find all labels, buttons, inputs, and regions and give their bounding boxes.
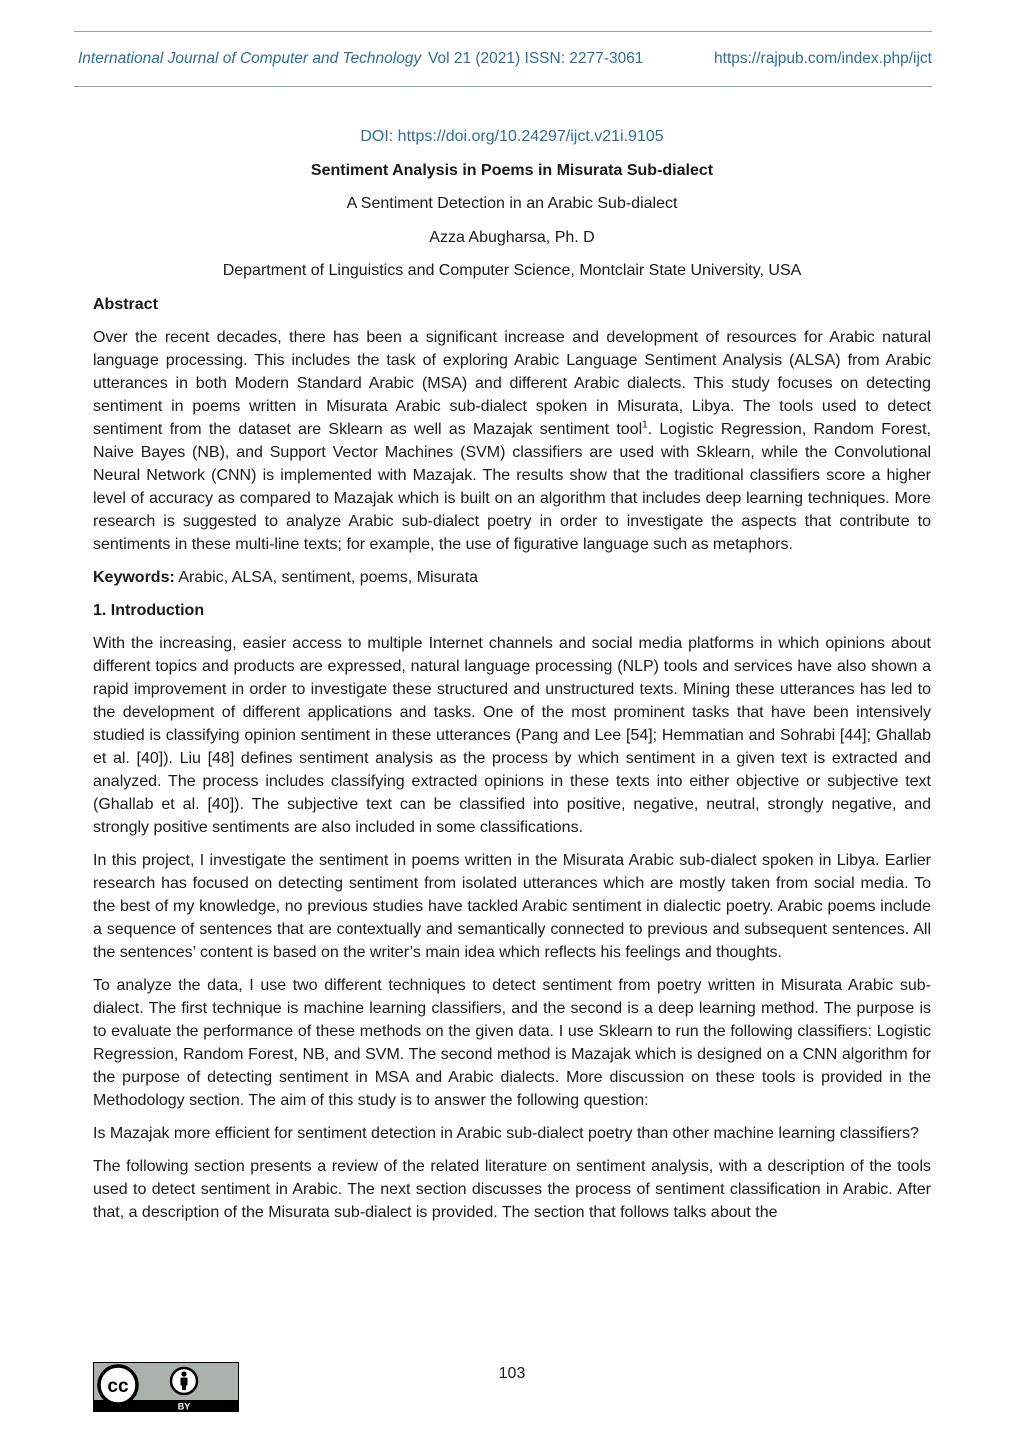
by-label: BY [177,1401,191,1412]
abstract-heading: Abstract [93,296,158,313]
page-number: 103 [498,1365,526,1382]
abstract-paragraph [93,326,931,556]
abstract-text-part2: . Logistic Regression, Random Forest, Naive Bayes (NB), and Support Vector Machines (SVM) classifiers are used with Sklearn, while the Convolutional Neural Network (CNN) is implemented with Mazajak. The results show that the traditional classifiers score a higher level of accuracy as compared to Mazajak which is built on an algorithm that includes deep learning techniques. More research is suggested to analyze Arabic sub-dialect poetry in order to investigate the aspects that contribute to sentiments in these multi-line texts; for example, the use of figurative language such as metaphors. [93,421,931,553]
cc-logo-text: cc [107,1376,129,1397]
header-bottom-rule [74,86,932,87]
intro-paragraph-3: To analyze the data, I use two different techniques to detect sentiment from poetry written in Misurata Arabic sub-dialect. The first technique is machine learning classifiers, and the second is a deep learning method. The purpose is to evaluate the performance of these methods on the given data. I use Sklearn to run the following classifiers: Logistic Regression, Random Forest, NB, and SVM. The second method is Mazajak which is designed on a CNN algorithm for the purpose of detecting sentiment in MSA and Arabic dialects. More discussion on these tools is provided in the Methodology section. The aim of this study is to answer the following question: [93,977,931,1109]
journal-url-link[interactable]: https://rajpub.com/index.php/ijct [714,50,932,67]
paper-title: Sentiment Analysis in Poems in Misurata Sub-dialect [310,162,714,179]
running-header [78,50,932,72]
keywords-text: Arabic, ALSA, sentiment, poems, Misurata [174,569,479,586]
paper-subtitle: A Sentiment Detection in an Arabic Sub-dialect [346,195,678,212]
journal-name: International Journal of Computer and Technology [78,50,422,67]
main-content [93,293,931,1234]
abstract-text-part1: Over the recent decades, there has been a significant increase and development of resources for Arabic natural language processing. This includes the task of exploring Arabic Language Sentiment Analysis (ALSA) from Arabic utterances in both Modern Standard Arabic (MSA) and different Arabic dialects. This study focuses on detecting sentiment in poems written in Misurata Arabic sub-dialect spoken in Misurata, Libya. The tools used to detect sentiment from the dataset are Sklearn as well as Mazajak sentiment tool [93,329,931,438]
footnote-marker[interactable]: 1 [642,419,648,431]
volume-issn: Vol 21 (2021) ISSN: 2277-3061 [428,50,644,67]
doi-link[interactable]: DOI: https://doi.org/10.24297/ijct.v21i.9105 [360,128,664,145]
keywords-line [93,566,931,589]
research-question: Is Mazajak more efficient for sentiment detection in Arabic sub-dialect poetry than other machine learning classifiers? [93,1125,919,1142]
author-affiliation: Department of Linguistics and Computer Science, Montclair State University, USA [222,262,802,279]
header-top-rule [74,31,932,32]
author-name: Azza Abugharsa, Ph. D [429,229,595,246]
keywords-label: Keywords: [93,569,175,586]
introduction-heading: 1. Introduction [93,602,205,619]
intro-paragraph-2: In this project, I investigate the sentiment in poems written in the Misurata Arabic sub-dialect spoken in Libya. Earlier research has focused on detecting sentiment from isolated utterances which are mostly taken from social media. To the best of my knowledge, no previous studies have tackled Arabic sentiment in dialectic poetry. Arabic poems include a sequence of sentences that are contextually and semantically connected to previous and subsequent sentences. All the sentences’ content is based on the writer’s main idea which reflects his feelings and thoughts. [93,852,931,961]
intro-paragraph-1: With the increasing, easier access to multiple Internet channels and social media platforms in which opinions about different topics and products are expressed, natural language processing (NLP) tools and services have also shown a rapid improvement in order to investigate these structured and unstructured texts. Mining these utterances has led to the development of different applications and tasks. One of the most prominent tasks that have been intensively studied is classifying opinion sentiment in these utterances (Pang and Lee [54]; Hemmatian and Sohrabi [44]; Ghallab et al. [40]). Liu [48] defines sentiment analysis as the process by which sentiment in a given text is extracted and analyzed. The process includes classifying extracted opinions in these texts into either objective or subjective text (Ghallab et al. [40]). The subjective text can be classified into positive, negative, neutral, strongly negative, and strongly positive sentiments are also included in some classifications. [93,635,931,836]
intro-paragraph-5: The following section presents a review of the related literature on sentiment analysis, with a description of the tools used to detect sentiment in Arabic. The next section discusses the process of sentiment classification in Arabic. After that, a description of the Misurata sub-dialect is provided. The section that follows talks about the [93,1158,931,1221]
